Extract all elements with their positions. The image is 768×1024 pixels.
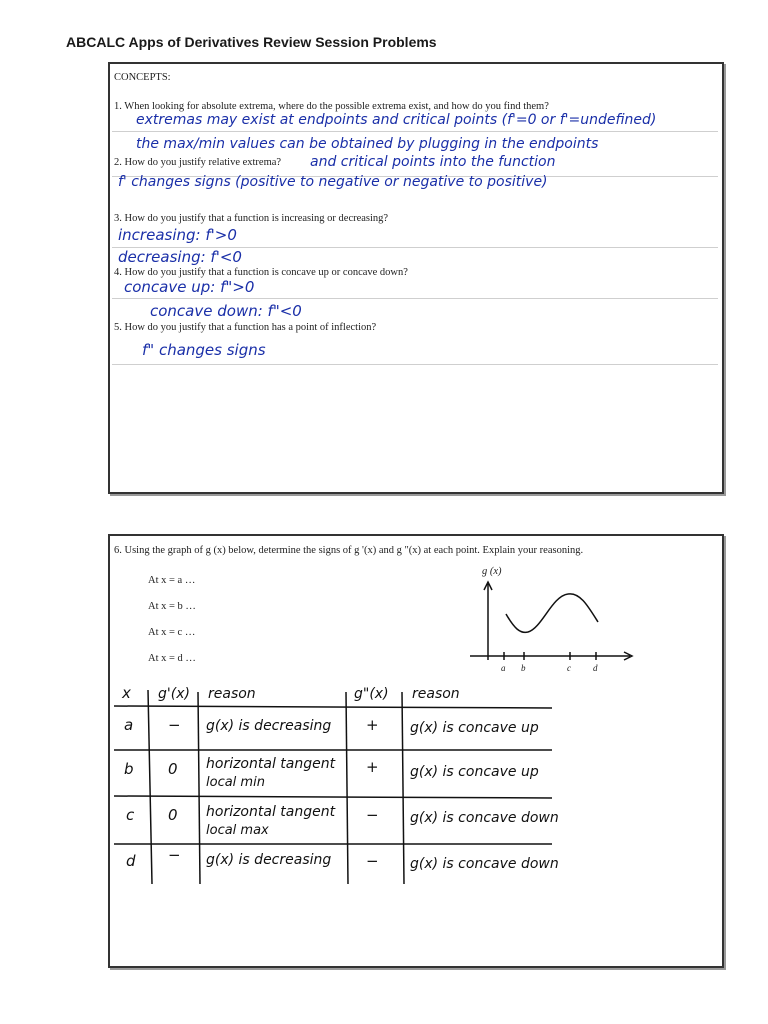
question-1: 1. When looking for absolute extrema, where do the possible extrema exist, and how do you find them? (114, 101, 549, 112)
at-d-label: At x = d … (148, 653, 196, 664)
table-row-c-x: c (126, 806, 135, 824)
table-row-d-reason-1: g(x) is decreasing (206, 852, 332, 868)
at-a-label: At x = a … (148, 575, 196, 586)
problem-6-prompt: 6. Using the graph of g (x) below, determine the signs of g '(x) and g "(x) at each point. Explain your reasoning. (114, 545, 584, 556)
rule-line (112, 298, 718, 299)
page-title: ABCALC Apps of Derivatives Review Session Problems (66, 34, 437, 50)
answer-4-line-2: concave down: f"<0 (150, 302, 302, 320)
table-header-reason-2: reason (412, 686, 460, 702)
table-row-d-g2: − (366, 852, 379, 870)
answer-3-line-2: decreasing: f'<0 (118, 248, 242, 266)
tick-label-a: a (501, 663, 506, 673)
table-row-d-x: d (126, 852, 136, 870)
table-row-b-reason-1b: local min (206, 775, 265, 790)
table-row-b-g1: 0 (168, 760, 178, 778)
answer-4-line-1: concave up: f">0 (124, 278, 255, 296)
table-row-c-g2: − (366, 806, 379, 824)
table-row-d-g1: − (168, 846, 181, 864)
table-row-c-reason-1: horizontal tangent (206, 804, 336, 820)
table-row-c-reason-2: g(x) is concave down (410, 810, 559, 826)
table-row-a-x: a (124, 716, 134, 734)
table-row-d-reason-2: g(x) is concave down (410, 856, 559, 872)
table-row-c-reason-1b: local max (206, 823, 269, 838)
table-header-reason-1: reason (208, 686, 256, 702)
g-graph (466, 578, 636, 688)
question-5: 5. How do you justify that a function has a point of inflection? (114, 322, 377, 333)
answer-1-line-1: extremas may exist at endpoints and critical points (f'=0 or f'=undefined) (136, 112, 657, 128)
table-header-x: x (122, 684, 131, 702)
rule-line (112, 364, 718, 365)
answer-5: f" changes signs (142, 341, 266, 359)
answer-1-line-2: the max/min values can be obtained by plugging in the endpoints (136, 136, 599, 152)
concepts-box (108, 62, 724, 494)
table-row-a-g2: + (366, 716, 379, 734)
at-b-label: At x = b … (148, 601, 196, 612)
concepts-heading: CONCEPTS: (114, 72, 171, 83)
question-3: 3. How do you justify that a function is increasing or decreasing? (114, 213, 389, 224)
answer-1-line-3: and critical points into the function (310, 154, 556, 170)
rule-line (112, 131, 718, 132)
problem-6-box (108, 534, 724, 968)
question-2: 2. How do you justify relative extrema? (114, 157, 282, 168)
g-curve (506, 594, 598, 633)
graph-y-label: g (x) (482, 566, 502, 577)
answer-3-line-1: increasing: f'>0 (118, 226, 237, 244)
table-row-c-g1: 0 (168, 806, 178, 824)
table-row-b-x: b (124, 760, 134, 778)
table-row-a-reason-2: g(x) is concave up (410, 720, 539, 736)
table-row-a-reason-1: g(x) is decreasing (206, 718, 332, 734)
tick-label-b: b (521, 663, 526, 673)
table-row-b-g2: + (366, 758, 379, 776)
table-header-g1: g'(x) (158, 686, 190, 702)
at-c-label: At x = c … (148, 627, 196, 638)
table-row-b-reason-2: g(x) is concave up (410, 764, 539, 780)
question-4: 4. How do you justify that a function is concave up or concave down? (114, 267, 408, 278)
tick-label-c: c (567, 663, 571, 673)
table-header-g2: g"(x) (354, 686, 389, 702)
tick-label-d: d (593, 663, 598, 673)
answer-2: f' changes signs (positive to negative or negative to positive) (118, 174, 548, 190)
table-row-b-reason-1: horizontal tangent (206, 756, 336, 772)
table-row-a-g1: − (168, 716, 181, 734)
